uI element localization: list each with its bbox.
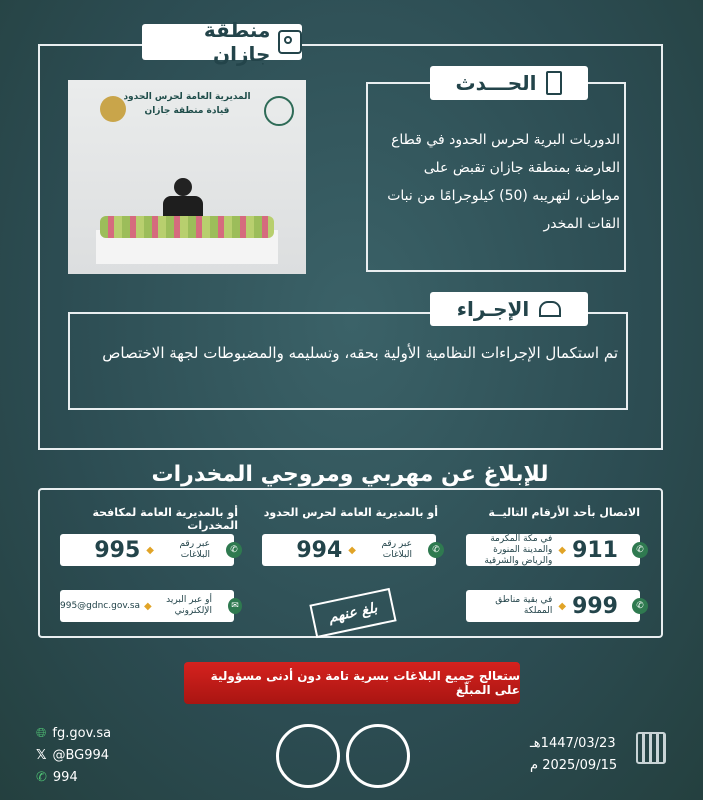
number-911: 911 xyxy=(572,537,618,563)
event-body: الدوريات البرية لحرس الحدود في قطاع العارضة بمنطقة جازان تقبض على مواطن، لتهريبه (50) كيلوجرامًا من نبات القات المخدر xyxy=(387,132,620,232)
footer-site[interactable]: 🌐︎ fg.gov.sa xyxy=(36,726,112,741)
globe-icon: 🌐︎ xyxy=(36,726,47,741)
region-title: منطقة جازان xyxy=(203,18,271,66)
call-994[interactable] xyxy=(262,534,440,566)
action-tab xyxy=(430,292,588,326)
mail-icon: ✉ xyxy=(228,598,242,614)
seized-items-table xyxy=(96,230,278,264)
mobile-phone-icon xyxy=(546,71,562,95)
text-999: في بقية مناطق المملكة xyxy=(495,595,553,616)
text-995: عبر رقم البلاغات xyxy=(179,539,210,560)
calendar-icon xyxy=(636,732,666,764)
phone-icon: ✆ xyxy=(632,542,648,558)
number-995: 995 xyxy=(94,537,141,563)
footer-twitter[interactable]: 𝕏 @BG994 xyxy=(36,748,110,763)
date-hijri: 1447/03/23هـ xyxy=(530,736,616,751)
report-title: للإبلاغ عن مهربي ومروجي المخدرات xyxy=(151,462,549,487)
number-999: 999 xyxy=(572,593,618,619)
emblem-icon xyxy=(264,96,294,126)
col3-header: أو بالمديرية العامة لمكافحة المخدرات xyxy=(92,506,238,532)
call-995[interactable] xyxy=(60,534,238,566)
arrow-icon: ◆ xyxy=(558,544,567,556)
action-body: تم استكمال الإجراءات النظامية الأولية بحقه، وتسليمه والمضبوطات لجهة الاختصاص xyxy=(102,344,618,362)
footer-phone[interactable]: ✆ 994 xyxy=(36,770,78,785)
email-address[interactable]: 995@gdnc.gov.sa xyxy=(60,601,141,611)
phone-icon: ✆ xyxy=(632,598,648,614)
event-tab xyxy=(430,66,588,100)
region-icon xyxy=(278,30,302,54)
date-gregorian: 2025/09/15 م xyxy=(530,758,618,773)
saudi-emblem-icon xyxy=(346,724,410,788)
border-guard-emblem-icon xyxy=(276,724,340,788)
border-guard-logo-icon xyxy=(100,96,126,122)
call-999[interactable] xyxy=(466,590,644,622)
phone-icon: ✆ xyxy=(226,542,242,558)
region-tab xyxy=(142,18,302,66)
alarm-light-icon xyxy=(539,301,561,317)
photo-sign: المديرية العامة لحرس الحدود قيادة منطقة جازان xyxy=(123,92,251,116)
email-text: أو عبر البريد الإلكتروني xyxy=(166,595,212,616)
arrow-icon: ◆ xyxy=(558,600,567,612)
text-911: في مكة المكرمة والمدينة المنورة والرياض والشرقية xyxy=(484,533,553,566)
col2-header: أو بالمديرية العامة لحرس الحدود xyxy=(263,506,438,519)
arrow-icon: ◆ xyxy=(144,600,152,612)
number-994: 994 xyxy=(296,537,343,563)
confidentiality-notice: ستعالج جميع البلاغات بسرية تامة دون أدنى مسؤولية على المبلّغ xyxy=(184,662,520,704)
event-title: الحـــدث xyxy=(455,71,537,95)
report-stamp: بلغ عنهم xyxy=(309,588,396,638)
call-911[interactable] xyxy=(466,533,644,566)
action-title: الإجـراء xyxy=(456,297,530,321)
phone-icon: ✆ xyxy=(428,542,444,558)
phone-icon: ✆ xyxy=(36,770,47,785)
arrow-icon: ◆ xyxy=(348,544,356,556)
text-994: عبر رقم البلاغات xyxy=(381,539,412,560)
arrow-icon: ◆ xyxy=(146,544,154,556)
seizure-photo xyxy=(68,80,306,274)
x-icon: 𝕏 xyxy=(36,748,47,763)
col1-header: الاتصال بأحد الأرقام التاليــة xyxy=(488,506,640,519)
email-report[interactable] xyxy=(60,590,239,622)
